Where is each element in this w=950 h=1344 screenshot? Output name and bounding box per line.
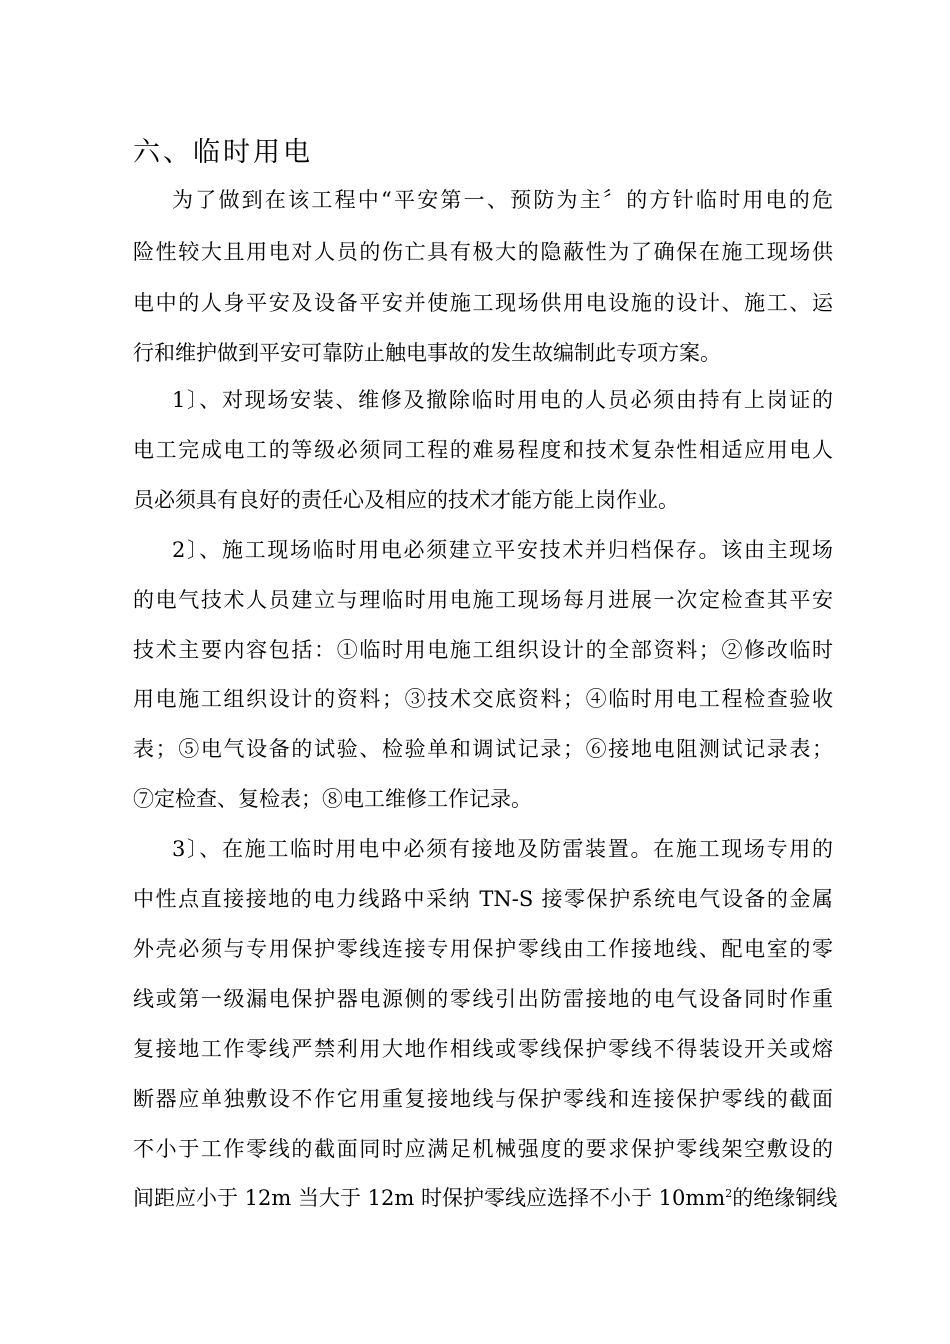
paragraph-line: 表；⑤电气设备的试验、检验单和调试记录；⑥接地电阻测试记录表； bbox=[133, 737, 833, 761]
paragraph-line: 断器应单独敷设不作它用重复接地线与保护零线和连接保护零线的截面 bbox=[133, 1087, 833, 1111]
paragraph-line: 不小于工作零线的截面同时应满足机械强度的要求保护零线架空敷设的 bbox=[133, 1137, 833, 1161]
paragraph-line: 3〕、在施工临时用电中必须有接地及防雷装置。在施工现场专用的 bbox=[172, 837, 833, 861]
paragraph-line: 1〕、对现场安装、维修及撤除临时用电的人员必须由持有上岗证的 bbox=[172, 388, 833, 412]
superscript: 2 bbox=[725, 1187, 733, 1200]
line-text-before: 间距应小于 12m 当大于 12m 时保护零线应选择不小于 10mm bbox=[133, 1186, 726, 1210]
paragraph-line: 电中的人身平安及设备平安并使施工现场供用电设施的设计、施工、运 bbox=[133, 291, 833, 315]
paragraph-line: 用电施工组织设计的资料；③技术交底资料；④临时用电工程检查验收 bbox=[133, 687, 833, 711]
paragraph-line: 线或第一级漏电保护器电源侧的零线引出防雷接地的电气设备同时作重 bbox=[133, 987, 833, 1011]
paragraph-line: 员必须具有良好的责任心及相应的技术才能方能上岗作业。 bbox=[133, 488, 679, 512]
paragraph-line: 复接地工作零线严禁利用大地作相线或零线保护零线不得装设开关或熔 bbox=[133, 1037, 833, 1061]
paragraph-line: 的电气技术人员建立与理临时用电施工现场每月进展一次定检查其平安 bbox=[133, 588, 833, 612]
paragraph-line: 电工完成电工的等级必须同工程的难易程度和技术复杂性相适应用电人 bbox=[133, 438, 833, 462]
paragraph-line-with-superscript bbox=[133, 1181, 838, 1215]
paragraph-line: 中性点直接接地的电力线路中采纳 TN-S 接零保护系统电气设备的金属 bbox=[133, 887, 833, 911]
paragraph-line: 技术主要内容包括：①临时用电施工组织设计的全部资料；②修改临时 bbox=[133, 638, 833, 662]
paragraph-line: ⑦定检查、复检表；⑧电工维修工作记录。 bbox=[133, 787, 532, 811]
paragraph-line: 为了做到在该工程中“平安第一、预防为主〞的方针临时用电的危 bbox=[172, 188, 833, 212]
line-text-after: 的绝缘铜线 bbox=[732, 1186, 838, 1210]
paragraph-line: 外壳必须与专用保护零线连接专用保护零线由工作接地线、配电室的零 bbox=[133, 937, 833, 961]
paragraph-line: 2〕、施工现场临时用电必须建立平安技术并归档保存。该由主现场 bbox=[172, 538, 833, 562]
paragraph-line: 险性较大且用电对人员的伤亡具有极大的隐蔽性为了确保在施工现场供 bbox=[133, 240, 833, 264]
paragraph-line: 行和维护做到平安可靠防止触电事故的发生故编制此专项方案。 bbox=[133, 341, 721, 365]
section-heading: 六、临时用电 bbox=[133, 137, 313, 168]
